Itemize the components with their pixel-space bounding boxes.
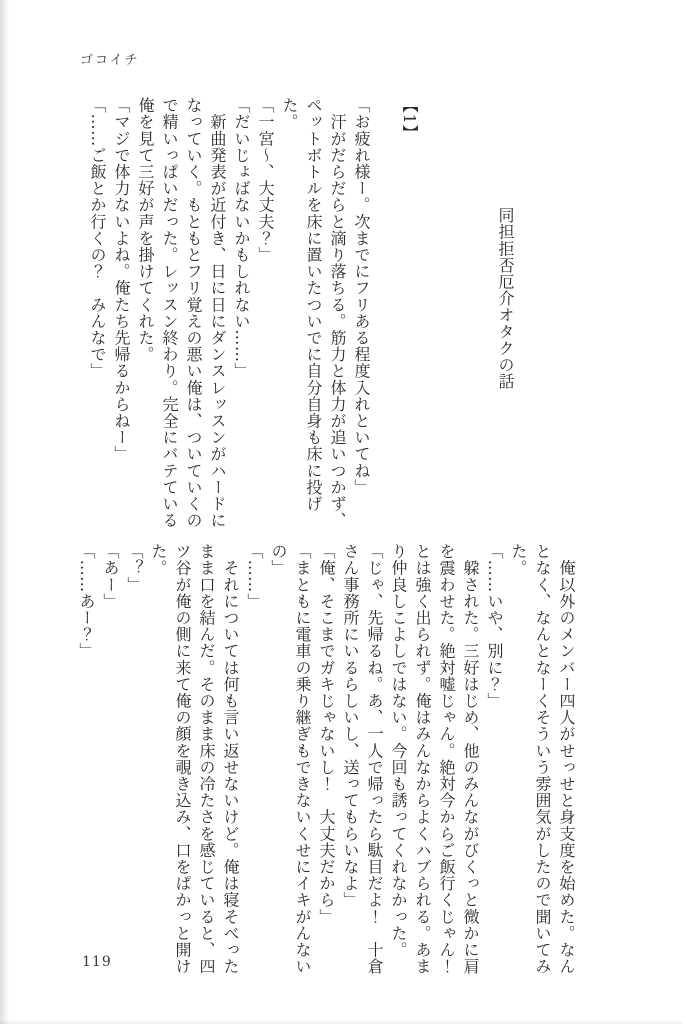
text-line: となく、なんとなーくそういう雰囲気がしたので聞いてみ [533,543,552,975]
blank-line [421,97,445,535]
text-line: 「まともに電車の乗り継ぎもできないくせにイキがんない [293,543,312,975]
text-line: 「俺、そこまでガキじゃないし！ 大丈夫だから」 [317,543,336,925]
text-line: た。 [149,543,168,577]
text-line: 俺以外のメンバー四人がせっせと身支度を始めた。なん [557,543,576,975]
text-line: とは強く出られず。俺はみんなからよくハブられる。あま [413,543,432,975]
text-line: ペットボトルを床に置いたついでに自分自身も床に投げ [304,97,323,512]
text-line: 汗がだらだらと滴り落ちる。筋力と体力が追いつかず、 [328,97,347,529]
text-line: 俺を見て三好が声を掛けてくれた。 [136,97,155,363]
text-line: 「……」 [245,543,264,610]
text-line: 「だいじょばないかもしれない……」 [232,97,251,380]
text-line: それについては何も言い返せないけど。俺は寝そべった [221,543,240,975]
text-line: 「一宮〜、大丈夫？」 [256,97,275,263]
blank-line [445,97,469,535]
text-line: の」 [269,543,288,577]
upper-text-block [85,97,517,535]
lower-text-lines [74,543,578,985]
text-line: で精いっぱいだった。レッスン終わり。完全にバテている [160,97,179,529]
page-edge-shadow-bottom [0,1019,682,1024]
text-line: 「……あー？」 [77,543,96,660]
text-line: さん事務所にいるらしいし、送ってもらいなよ」 [341,543,360,909]
text-line: 「あー」 [101,543,120,610]
blank-line [469,97,493,535]
lower-text-block [74,543,578,985]
text-line: 「じゃ、先帰るね。あ、一人で帰ったら駄目だよ！ 十倉 [365,543,384,975]
text-line: 「マジで体力ないよね。俺たち先帰るからねー」 [112,97,131,463]
text-line: 新曲発表が近付き、日に日にダンスレッスンがハードに [208,97,227,529]
text-line: ツ谷が俺の側に来て俺の顔を覗き込み、口をぱかっと開け [173,543,192,975]
text-line: なっていく。もともとフリ覚えの悪い俺は、ついていくの [184,97,203,529]
text-line: り仲良しこよしではない。今回も誘ってくれなかった。 [389,543,408,958]
running-header: ゴコイチ [80,53,140,68]
upper-text-lines [85,97,373,535]
text-line: 「……いや、別に？」 [485,543,504,709]
text-line: 「お疲れ様ー。次までにフリある程度入れといてね」 [352,97,371,496]
text-line: た。 [509,543,528,577]
text-line: まま口を結んだ。そのまま床の冷たさを感じていると、四 [197,543,216,975]
chapter-marker: 【1】 [400,97,419,141]
text-line: た。 [280,97,299,131]
text-line: 躱された。三好はじめ、他のみんながびくっと微かに肩 [461,543,480,975]
page-edge-shadow-left [0,0,9,1024]
page-number: 119 [82,954,112,970]
blank-line [373,97,397,535]
story-title: 同担拒否厄介オタクの話 [496,207,515,390]
text-line: 「……ご飯とか行くの？ みんなで」 [88,97,107,380]
text-line: を震わせた。絶対嘘じゃん。絶対今からご飯行くじゃん！ [437,543,456,975]
text-line: 「？」 [125,543,144,593]
